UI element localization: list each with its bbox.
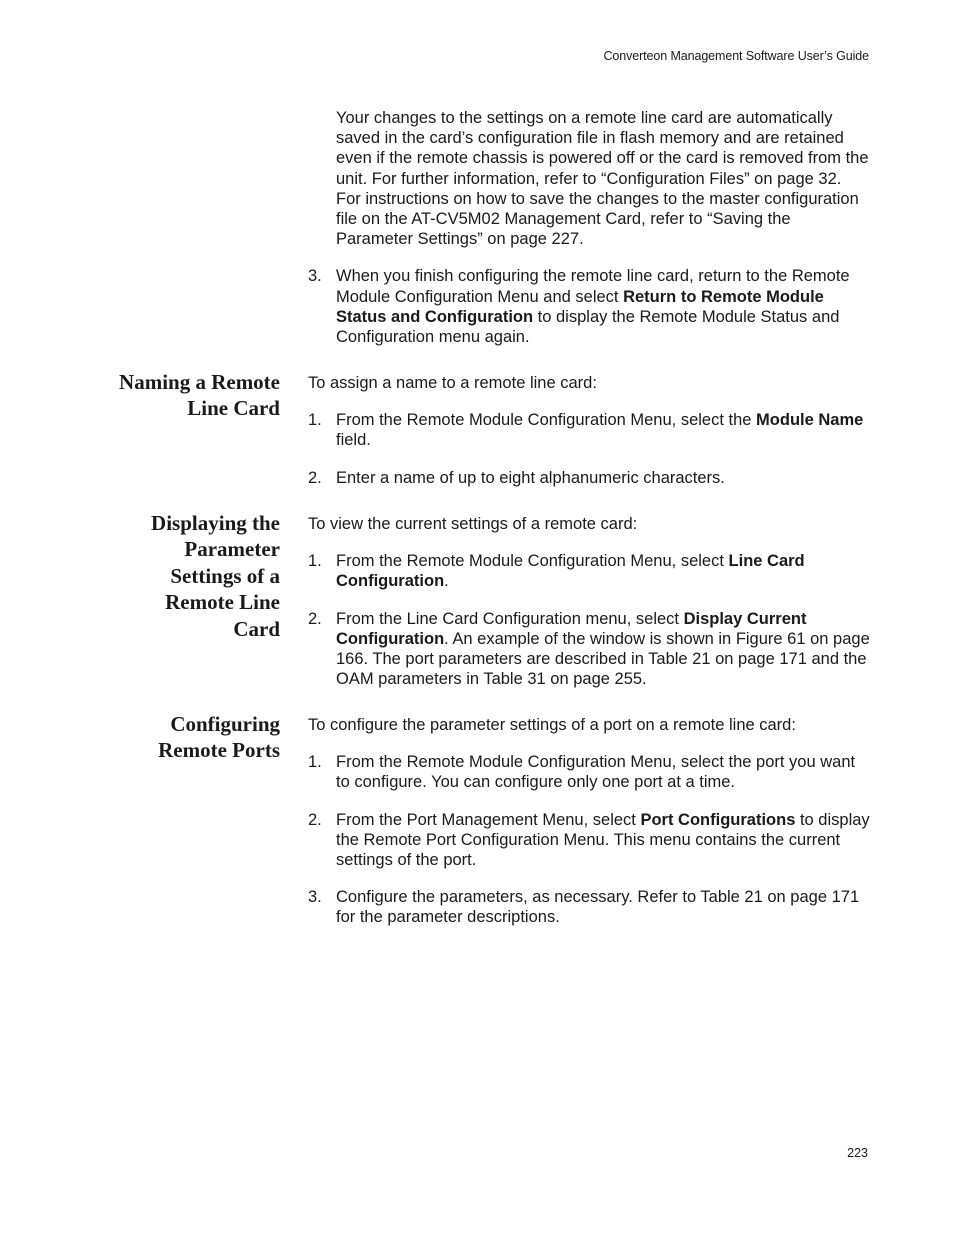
step-text-before: From the Line Card Configuration menu, select	[336, 609, 684, 628]
list-item	[308, 810, 870, 871]
continuation-block	[308, 108, 870, 347]
step-text: Configure the parameters, as necessary. Refer to Table 21 on page 171 for the parameter descriptions.	[336, 888, 860, 927]
menu-option-bold: Line Card Configuration	[336, 552, 805, 591]
step-text-after: .	[444, 572, 449, 591]
heading-line: Line Card	[187, 396, 280, 421]
step-text-after: field.	[336, 431, 371, 450]
list-item	[308, 266, 870, 347]
heading-line: Card	[233, 616, 280, 641]
section-intro: To view the current settings of a remote card:	[308, 515, 638, 533]
list-number: 1.	[308, 552, 322, 571]
list-item	[308, 887, 870, 927]
step-text-after: to display the Remote Port Configuration Menu. This menu contains the current settings of the port.	[336, 810, 870, 870]
step-text-before: From the Remote Module Configuration Menu, select	[336, 552, 729, 571]
running-header: Converteon Management Software User’s Guide	[603, 49, 869, 63]
heading-line: Displaying the	[151, 511, 280, 535]
list-item	[308, 410, 870, 450]
menu-option-bold: Return to Remote Module Status and Configuration	[336, 287, 824, 326]
list-number: 1.	[308, 753, 322, 772]
step-text: From the Remote Module Configuration Menu, select the port you want to configure. You can configure only one port at a time.	[336, 753, 856, 792]
list-number: 3.	[308, 267, 322, 286]
step-text-before: From the Remote Module Configuration Menu, select the	[336, 411, 757, 430]
heading-line: Settings of a	[170, 563, 280, 588]
section-body-configuring	[308, 715, 870, 928]
list-number: 2.	[308, 468, 322, 487]
section-heading-configuring	[80, 711, 280, 764]
step-text: Enter a name of up to eight alphanumeric characters.	[336, 468, 725, 487]
list-number: 1.	[308, 411, 322, 430]
list-item	[308, 609, 870, 690]
list-number: 2.	[308, 609, 322, 628]
continuation-paragraph: Your changes to the settings on a remote line card are automatically saved in the card’s configuration file in flash memory and are retained even if the remote chassis is powered off or the card is removed from the unit. For further information, refer to “Configuration Files” on page 32. For instructions on how to save the changes to the master configuration file on the AT-CV5M02 Management Card, refer to “Saving the Parameter Settings” on page 227.	[336, 109, 869, 249]
list-item	[308, 551, 870, 591]
step-text-after: to display the Remote Module Status and Configuration menu again.	[336, 307, 840, 347]
step-text-before: When you finish configuring the remote line card, return to the Remote Module Configuration Menu and select	[336, 267, 850, 306]
heading-line: Naming a Remote	[119, 370, 280, 394]
section-body-naming	[308, 373, 870, 488]
section-intro: To assign a name to a remote line card:	[308, 374, 597, 392]
section-heading-displaying	[80, 510, 280, 642]
list-item	[308, 468, 870, 488]
page-number: 223	[847, 1146, 868, 1160]
menu-option-bold: Display Current Configuration	[336, 609, 807, 648]
section-body-displaying	[308, 514, 870, 689]
list-number: 3.	[308, 888, 322, 907]
section-heading-naming	[80, 369, 280, 422]
field-name-bold: Module Name	[756, 411, 864, 430]
heading-line: Configuring	[170, 712, 280, 736]
section-intro: To configure the parameter settings of a port on a remote line card:	[308, 716, 796, 734]
list-item	[308, 752, 870, 792]
heading-line: Remote Ports	[158, 738, 280, 763]
heading-line: Remote Line	[165, 590, 280, 615]
step-text-after: . An example of the window is shown in Figure 61 on page 166. The port parameters are described in Table 21 on page 171 and the OAM parameters in Table 31 on page 255.	[336, 629, 870, 689]
list-number: 2.	[308, 810, 322, 829]
step-text-before: From the Port Management Menu, select	[336, 810, 641, 829]
heading-line: Parameter	[184, 537, 280, 562]
menu-option-bold: Port Configurations	[640, 810, 796, 829]
